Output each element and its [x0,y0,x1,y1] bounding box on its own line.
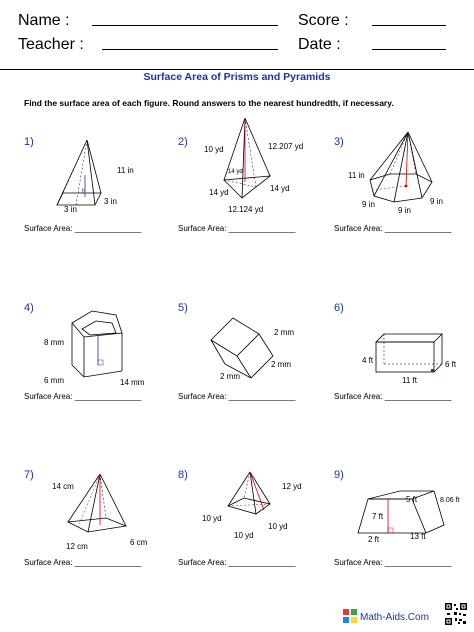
figure-2-triangular-pyramid [220,112,290,212]
surface-area-4[interactable]: Surface Area: _______________ [24,392,142,401]
fig1-base-label-b: 3 in [104,197,117,206]
footer-brand: Math-Aids.Com [360,612,429,623]
fig8-side-label-b: 10 yd [268,522,288,531]
fig6-width-label: 6 ft [445,360,457,369]
surface-area-9[interactable]: Surface Area: _______________ [334,558,452,567]
surface-area-3[interactable]: Surface Area: _______________ [334,224,452,233]
problem-1-number: 1) [24,136,34,148]
teacher-line[interactable] [102,49,278,50]
surface-area-2[interactable]: Surface Area: _______________ [178,224,296,233]
fig9-base-label: 13 ft [410,532,426,541]
name-label: Name : [18,12,70,29]
fig7-length-label: 12 cm [66,542,88,551]
fig3-slant-label: 11 in [348,171,365,180]
fig7-slant-label: 14 cm [52,482,74,491]
fig8-side-label-c: 10 yd [234,531,254,540]
surface-area-6[interactable]: Surface Area: _______________ [334,392,452,401]
fig9-height-label: 7 ft [372,512,384,521]
fig8-side-label-a: 10 yd [202,514,222,523]
fig3-side-label-c: 9 in [430,197,443,206]
score-label: Score : [298,12,349,29]
fig9-top-label: 5 ft [406,495,418,504]
svg-text:h: h [82,189,86,195]
fig3-side-label-b: 9 in [398,206,411,215]
figure-6-rectangular-prism [376,330,456,380]
date-line[interactable] [372,49,446,50]
fig4-height-label: 8 mm [44,338,64,347]
fig2-base-height-label: 12.124 yd [228,205,264,214]
instructions: Find the surface area of each figure. Round answers to the nearest hundredth, if necessary. [24,98,394,108]
surface-area-8[interactable]: Surface Area: _______________ [178,558,296,567]
problem-6-number: 6) [334,302,344,314]
fig6-height-label: 4 ft [362,356,374,365]
fig5-edge-label-b: 2 mm [220,372,240,381]
fig9-leg-label: 8.06 ft [440,497,460,504]
name-line[interactable] [92,25,278,26]
problem-2-number: 2) [178,136,188,148]
figure-7-rectangular-pyramid [60,470,140,540]
math-aids-logo-icon [343,609,357,623]
fig5-edge-label-c: 2 mm [271,360,291,369]
surface-area-5[interactable]: Surface Area: _______________ [178,392,296,401]
fig7-width-label: 6 cm [130,538,148,547]
qr-code-icon [444,602,468,626]
teacher-label: Teacher : [18,36,84,53]
fig2-edge-label-a: 14 yd [209,188,229,197]
fig2-edge-label-b: 14 yd [270,184,290,193]
fig1-base-label-a: 3 in [64,205,77,214]
fig4-side-label: 14 mm [120,378,145,387]
fig6-length-label: 11 ft [402,376,417,385]
fig2-height-label: 10 yd [204,145,224,154]
fig5-edge-label-a: 2 mm [274,328,294,337]
fig8-slant-label: 12 yd [282,482,302,491]
date-label: Date : [298,36,341,53]
fig9-offset-label: 2 ft [368,535,380,544]
fig2-slant-label: 12.207 yd [268,142,304,151]
problem-5-number: 5) [178,302,188,314]
problem-3-number: 3) [334,136,344,148]
problem-9-number: 9) [334,469,344,481]
worksheet-title: Surface Area of Prisms and Pyramids [143,71,331,83]
problem-8-number: 8) [178,469,188,481]
fig3-side-label-a: 9 in [362,200,375,209]
figure-4-pentagonal-prism [60,305,140,385]
fig4-apothem-label: 6 mm [44,376,64,385]
problem-7-number: 7) [24,469,34,481]
surface-area-7[interactable]: Surface Area: _______________ [24,558,142,567]
fig1-slant-label: 11 in [117,166,134,175]
fig2-inner-label: 14 yd [228,169,243,175]
surface-area-1[interactable]: Surface Area: _______________ [24,224,142,233]
problem-4-number: 4) [24,302,34,314]
score-line[interactable] [372,25,446,26]
